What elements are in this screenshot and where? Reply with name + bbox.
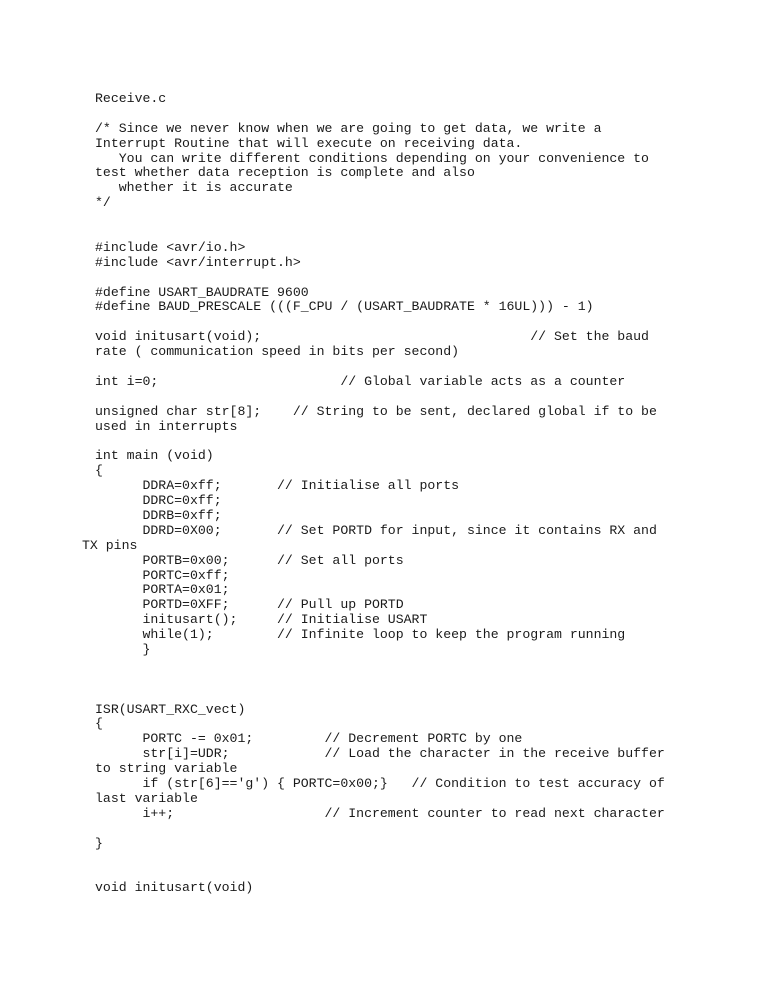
code-line: str[i]=UDR; // Load the character in the receive buffer	[95, 746, 665, 762]
code-line: PORTA=0x01;	[95, 582, 230, 598]
code-line	[95, 658, 715, 673]
code-listing	[82, 91, 715, 896]
code-line: last variable	[95, 790, 198, 806]
code-line: }	[95, 835, 103, 851]
code-line: You can write different conditions depending on your convenience to	[95, 150, 649, 166]
code-line: to string variable	[95, 761, 238, 777]
code-line: PORTC=0xff;	[95, 567, 230, 583]
code-line: used in interrupts	[95, 418, 238, 434]
code-line: DDRB=0xff;	[95, 507, 222, 523]
code-line: DDRC=0xff;	[95, 493, 222, 509]
code-line: i++; // Increment counter to read next character	[95, 805, 665, 821]
code-line	[95, 688, 715, 703]
code-line	[95, 211, 715, 226]
code-line: PORTC -= 0x01; // Decrement PORTC by one	[95, 731, 523, 747]
code-line	[95, 271, 715, 286]
code-line: Receive.c	[95, 91, 167, 106]
code-line: DDRD=0X00; // Set PORTD for input, since it contains RX and	[95, 522, 657, 538]
code-line: test whether data reception is complete and also	[95, 165, 475, 181]
code-line: while(1); // Infinite loop to keep the program running	[95, 627, 626, 643]
code-line	[95, 360, 715, 375]
code-line: rate ( communication speed in bits per second)	[95, 344, 460, 360]
code-line: if (str[6]=='g') { PORTC=0x00;} // Condition to test accuracy of	[95, 775, 665, 791]
code-line: TX pins	[82, 537, 138, 553]
code-line: */	[95, 195, 111, 211]
code-line	[95, 866, 715, 881]
code-line: void initusart(void); // Set the baud	[95, 329, 649, 345]
code-line: int main (void)	[95, 448, 214, 464]
code-line	[95, 390, 715, 405]
code-line: int i=0; // Global variable acts as a counter	[95, 373, 626, 389]
code-line	[95, 315, 715, 330]
code-line: Interrupt Routine that will execute on receiving data.	[95, 135, 523, 151]
code-line	[95, 673, 715, 688]
code-line: ISR(USART_RXC_vect)	[95, 701, 246, 717]
code-line: PORTD=0XFF; // Pull up PORTD	[95, 597, 404, 613]
code-line	[95, 107, 715, 122]
code-line: /* Since we never know when we are going to get data, we write a	[95, 120, 602, 136]
code-line	[95, 226, 715, 241]
code-line: #include <avr/interrupt.h>	[95, 254, 301, 270]
code-line: initusart(); // Initialise USART	[95, 612, 428, 628]
code-line: PORTB=0x00; // Set all ports	[95, 552, 404, 568]
code-line: #define BAUD_PRESCALE (((F_CPU / (USART_BAUDRATE * 16UL))) - 1)	[95, 299, 594, 315]
code-line	[95, 434, 715, 449]
code-line: void initusart(void)	[95, 880, 254, 896]
code-line: #define USART_BAUDRATE 9600	[95, 284, 309, 300]
code-line: {	[95, 463, 103, 479]
code-line: #include <avr/io.h>	[95, 239, 246, 255]
code-line: whether it is accurate	[95, 180, 293, 196]
code-line: {	[95, 716, 103, 732]
code-line	[95, 851, 715, 866]
code-line: unsigned char str[8]; // String to be sent, declared global if to be	[95, 403, 657, 419]
code-line	[95, 822, 715, 837]
code-line: DDRA=0xff; // Initialise all ports	[95, 478, 460, 494]
code-line: }	[95, 641, 151, 657]
